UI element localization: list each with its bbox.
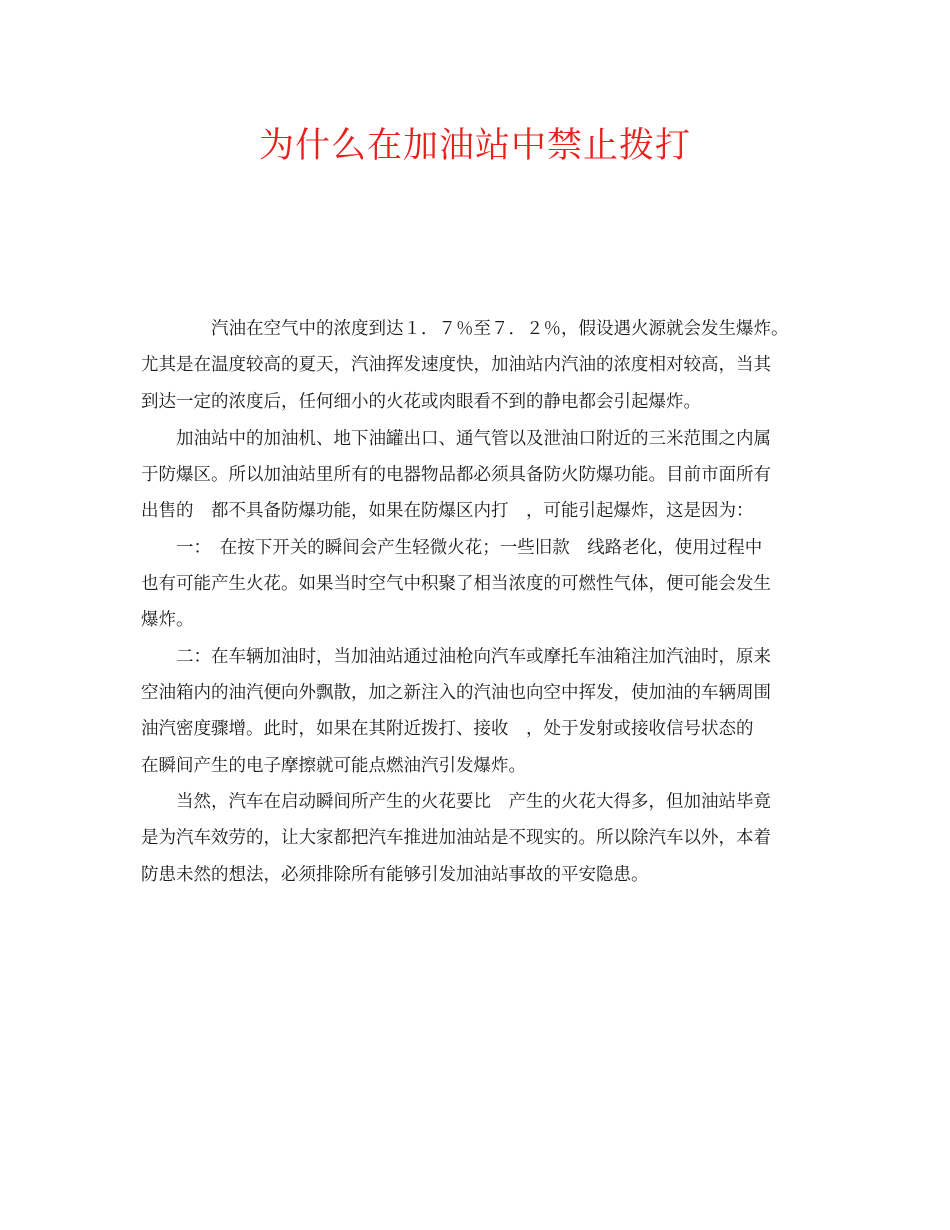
paragraph-2-line-3: 出售的 都不具备防爆功能，如果在防爆区内打 ，可能引起爆炸，这是因为： [141,501,754,521]
paragraph-4-line-2: 空油箱内的油汽便向外飘散，加之新注入的汽油也向空中挥发，使加油的车辆周围 [141,683,771,703]
paragraph-1-line-2: 尤其是在温度较高的夏天，汽油挥发速度快，加油站内汽油的浓度相对较高，当其 [141,355,771,375]
paragraph-3-line-3: 爆炸。 [141,610,194,630]
paragraph-5-line-1: 当然，汽车在启动瞬间所产生的火花要比 产生的火花大得多，但加油站毕竟 [141,792,771,812]
document-title: 为什么在加油站中禁止拨打 [258,126,691,166]
paragraph-2-line-1: 加油站中的加油机、地下油罐出口、通气管以及泄油口附近的三米范围之内属 [141,429,771,449]
paragraph-3-line-2: 也有可能产生火花。如果当时空气中积聚了相当浓度的可燃性气体，便可能会发生 [141,574,771,594]
paragraph-5-line-3: 防患未然的想法，必须排除所有能够引发加油站事故的平安隐患。 [141,865,649,885]
paragraph-3-line-1: 一： 在按下开关的瞬间会产生轻微火花；一些旧款 线路老化，使用过程中 [141,538,763,558]
paragraph-1-line-1: 汽油在空气中的浓度到达１．７％至７．２％，假设遇火源就会发生爆炸。 [141,319,789,339]
paragraph-4-line-3: 油汽密度骤增。此时，如果在其附近拨打、接收 ，处于发射或接收信号状态的 [141,719,754,739]
paragraph-4-line-4: 在瞬间产生的电子摩擦就可能点燃油汽引发爆炸。 [141,756,526,776]
paragraph-1-line-3: 到达一定的浓度后，任何细小的火花或肉眼看不到的静电都会引起爆炸。 [141,392,701,412]
paragraph-4-line-1: 二：在车辆加油时，当加油站通过油枪向汽车或摩托车油箱注加汽油时，原来 [141,647,771,667]
paragraph-2-line-2: 于防爆区。所以加油站里所有的电器物品都必须具备防火防爆功能。目前市面所有 [141,465,771,485]
paragraph-5-line-2: 是为汽车效劳的，让大家都把汽车推进加油站是不现实的。所以除汽车以外，本着 [141,828,771,848]
